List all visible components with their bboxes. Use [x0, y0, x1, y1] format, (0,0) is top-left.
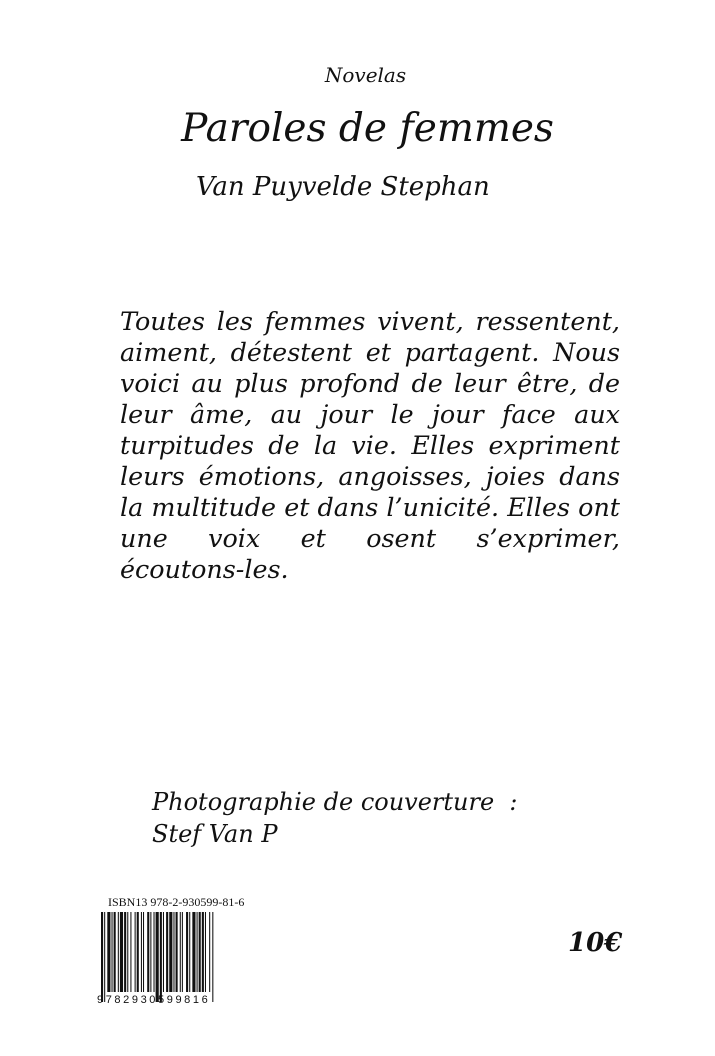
barcode-digits: 9782930599816 [97, 994, 211, 1006]
photo-credit-label: Photographie de couverture : [152, 788, 518, 816]
back-cover-blurb: Toutes les femmes vivent, ressentent, aiment, détestent et partagent. Nous voici au plus profond de leur être, de leur âme, au jour le jour face aux turpitudes de la vie. Elles expriment leurs émotions, angoisses, joies dans la multitude et dans l’unicité. Elles ont une voix et osent s’exprimer, écoutons-les. [120, 306, 620, 584]
book-title: Paroles de femmes [181, 106, 554, 151]
author-name: Van Puyvelde Stephan [196, 172, 490, 202]
series-name: Novelas [324, 63, 407, 87]
photo-credit [152, 786, 518, 850]
isbn-label: ISBN13 978-2-930599-81-6 [108, 895, 245, 909]
price: 10€ [568, 928, 623, 958]
photo-credit-name: Stef Van P [152, 820, 278, 848]
